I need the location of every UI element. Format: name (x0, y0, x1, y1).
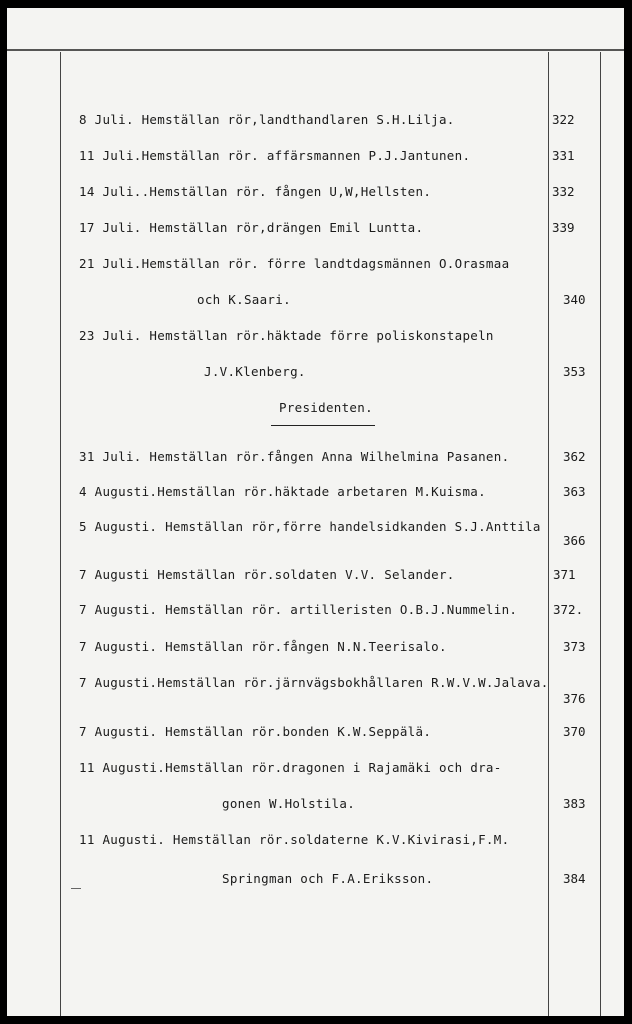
entry-4-text: 17 Juli. Hemställan rör,drängen Emil Luntta. (79, 220, 424, 235)
entry-3-text: 14 Juli..Hemställan rör. fången U,W,Hellsten. (79, 184, 432, 199)
entry-2-page: 331 (552, 148, 575, 163)
entry-5-continuation: och K.Saari. (197, 292, 291, 307)
entry-12-text: 7 Augusti. Hemställan rör.fången N.N.Teerisalo. (79, 639, 447, 654)
entry-8-text: 4 Augusti.Hemställan rör.häktade arbetaren M.Kuisma. (79, 484, 486, 499)
entry-7-page: 362 (563, 449, 586, 464)
entry-9-page: 366 (563, 533, 586, 548)
section-heading: Presidenten. (279, 400, 373, 415)
entry-5-page: 340 (563, 292, 586, 307)
section-heading-underline (271, 425, 375, 426)
entry-16-page: 384 (563, 871, 586, 886)
entry-11-text: 7 Augusti. Hemställan rör. artilleristen O.B.J.Nummelin. (79, 602, 518, 617)
entry-15-page: 383 (563, 796, 586, 811)
entry-1-text: 8 Juli. Hemställan rör,landthandlaren S.H.Lilja. (79, 112, 455, 127)
entry-10-page: 371 (553, 567, 576, 582)
stray-mark (71, 888, 81, 889)
left-margin-line (60, 52, 61, 1016)
entry-14-text: 7 Augusti. Hemställan rör.bonden K.W.Seppälä. (79, 724, 432, 739)
entry-16-text: 11 Augusti. Hemställan rör.soldaterne K.V.Kivirasi,F.M. (79, 832, 510, 847)
entry-8-page: 363 (563, 484, 586, 499)
entry-14-page: 370 (563, 724, 586, 739)
page-column-line (548, 52, 549, 1016)
entry-13-page: 376 (563, 691, 586, 706)
entry-3-page: 332 (552, 184, 575, 199)
entry-5-text: 21 Juli.Hemställan rör. förre landtdagsmännen O.Orasmaa (79, 256, 510, 271)
entry-1-page: 322 (552, 112, 575, 127)
entry-9-text: 5 Augusti. Hemställan rör,förre handelsidkanden S.J.Anttila (79, 519, 541, 534)
entry-10-text: 7 Augusti Hemställan rör.soldaten V.V. Selander. (79, 567, 455, 582)
right-margin-line (600, 52, 601, 1016)
entry-4-page: 339 (552, 220, 575, 235)
entry-2-text: 11 Juli.Hemställan rör. affärsmannen P.J.Jantunen. (79, 148, 471, 163)
entry-15-text: 11 Augusti.Hemställan rör.dragonen i Rajamäki och dra- (79, 760, 502, 775)
entry-6-page: 353 (563, 364, 586, 379)
entry-11-page: 372. (553, 602, 584, 617)
entry-6-continuation: J.V.Klenberg. (204, 364, 306, 379)
entry-13-text: 7 Augusti.Hemställan rör.järnvägsbokhållaren R.W.V.W.Jalava. (79, 675, 549, 690)
entry-6-text: 23 Juli. Hemställan rör.häktade förre poliskonstapeln (79, 328, 494, 343)
entry-15-continuation: gonen W.Holstila. (222, 796, 356, 811)
entry-16-continuation: Springman och F.A.Eriksson. (222, 871, 434, 886)
entry-12-page: 373 (563, 639, 586, 654)
document-page (7, 8, 624, 1016)
header-rule (7, 49, 624, 51)
entry-7-text: 31 Juli. Hemställan rör.fången Anna Wilhelmina Pasanen. (79, 449, 510, 464)
